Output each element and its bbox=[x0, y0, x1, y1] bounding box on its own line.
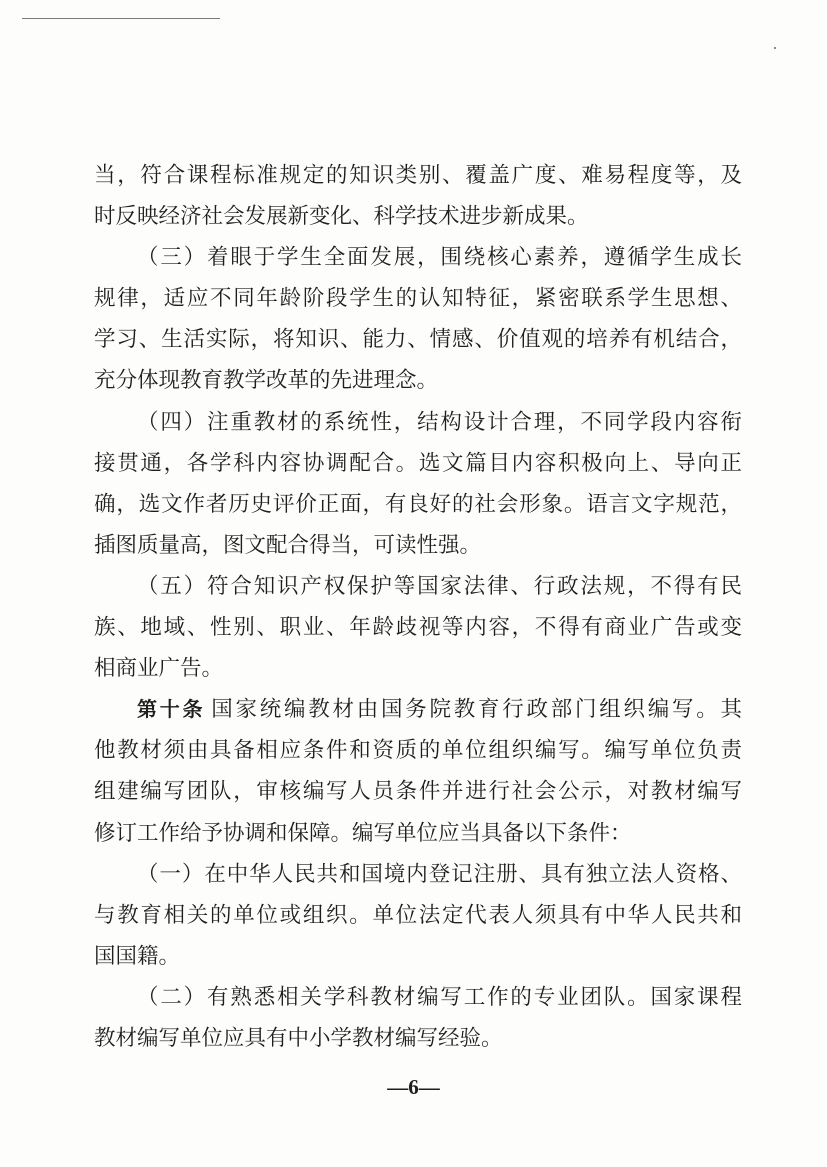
line-text: 规律，适应不同年龄阶段学生的认知特征，紧密联系学生思想、 bbox=[94, 286, 742, 312]
line-text: （二）有熟悉相关学科教材编写工作的专业团队。国家课程 bbox=[137, 984, 742, 1010]
text-line bbox=[94, 1018, 742, 1059]
text-line bbox=[94, 854, 742, 895]
line-text: 组建编写团队，审核编写人员条件并进行社会公示，对教材编写 bbox=[94, 779, 742, 805]
text-line bbox=[94, 895, 742, 936]
text-line bbox=[94, 977, 742, 1018]
text-line bbox=[94, 813, 742, 854]
text-line bbox=[94, 525, 742, 566]
line-text: 国家统编教材由国务院教育行政部门组织编写。其 bbox=[211, 697, 742, 723]
text-line bbox=[94, 196, 742, 237]
text-line bbox=[94, 319, 742, 360]
line-text: 与教育相关的单位或组织。单位法定代表人须具有中华人民共和 bbox=[94, 902, 742, 928]
line-text: 插图质量高，图文配合得当，可读性强。 bbox=[94, 532, 482, 558]
line-text: （四）注重教材的系统性，结构设计合理，不同学段内容衔 bbox=[137, 409, 742, 435]
text-line bbox=[94, 484, 742, 525]
text-line bbox=[94, 237, 742, 278]
text-line bbox=[94, 360, 742, 401]
text-line bbox=[94, 402, 742, 443]
line-text: 确，选文作者历史评价正面，有良好的社会形象。语言文字规范， bbox=[94, 491, 742, 517]
text-line bbox=[94, 689, 742, 730]
text-line bbox=[94, 155, 742, 196]
line-text: 接贯通，各学科内容协调配合。选文篇目内容积极向上、导向正 bbox=[94, 450, 742, 476]
text-line bbox=[94, 607, 742, 648]
line-text: 时反映经济社会发展新变化、科学技术进步新成果。 bbox=[94, 204, 589, 230]
text-line bbox=[94, 936, 742, 977]
line-text: 相商业广告。 bbox=[94, 656, 224, 682]
page-number: —6— bbox=[387, 1075, 440, 1099]
text-line bbox=[94, 566, 742, 607]
line-text: 当，符合课程标准规定的知识类别、覆盖广度、难易程度等，及 bbox=[94, 163, 742, 188]
line-text: 他教材须由具备相应条件和资质的单位组织编写。编写单位负责 bbox=[94, 738, 742, 764]
article-number: 第十条 bbox=[137, 697, 206, 722]
line-text: 国国籍。 bbox=[94, 943, 181, 969]
line-text: 教材编写单位应具有中小学教材编写经验。 bbox=[94, 1025, 503, 1051]
line-text: （五）符合知识产权保护等国家法律、行政法规，不得有民 bbox=[137, 573, 742, 599]
text-line bbox=[94, 443, 742, 484]
line-text: 充分体现教育教学改革的先进理念。 bbox=[94, 368, 439, 394]
line-text: （三）着眼于学生全面发展，围绕核心素养，遵循学生成长 bbox=[137, 245, 742, 271]
text-line bbox=[94, 730, 742, 771]
line-text: 修订工作给予协调和保障。编写单位应当具备以下条件： bbox=[94, 820, 632, 846]
scan-speck bbox=[774, 47, 776, 49]
line-text: （一）在中华人民共和国境内登记注册、具有独立法人资格、 bbox=[137, 861, 742, 887]
text-line bbox=[94, 278, 742, 319]
text-line bbox=[94, 648, 742, 689]
document-body bbox=[94, 155, 742, 1059]
header-rule bbox=[22, 18, 220, 19]
line-text: 族、地域、性别、职业、年龄歧视等内容，不得有商业广告或变 bbox=[94, 615, 742, 641]
line-text: 学习、生活实际，将知识、能力、情感、价值观的培养有机结合， bbox=[94, 327, 742, 353]
text-line bbox=[94, 771, 742, 812]
